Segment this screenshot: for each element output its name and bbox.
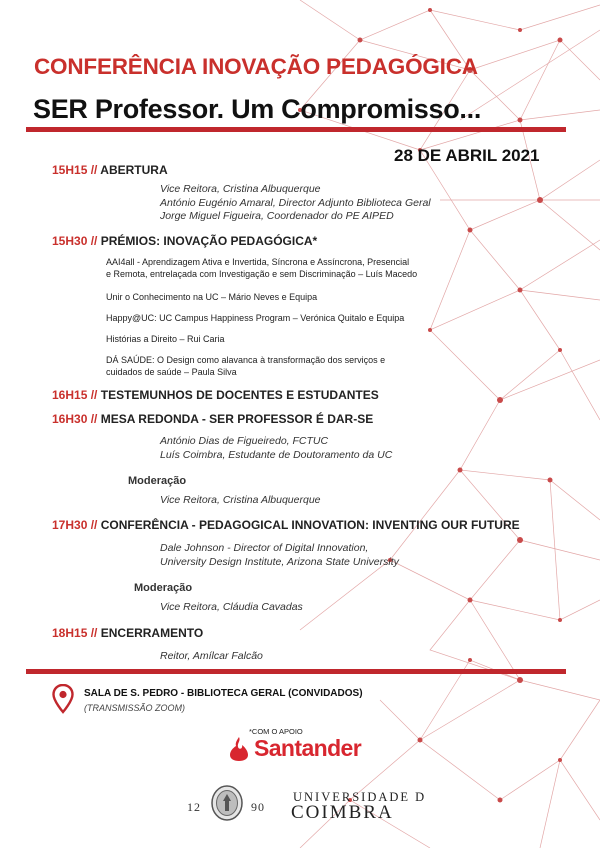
- section-separator: //: [90, 412, 98, 426]
- moderation-label: Moderação: [134, 582, 193, 594]
- section-conferencia: [52, 518, 520, 532]
- award-item: [106, 292, 317, 304]
- main-title: SER Professor. Um Compromisso...: [33, 94, 482, 124]
- award-item: [106, 313, 404, 325]
- location-pin-icon: [52, 684, 74, 714]
- section-separator: //: [90, 388, 98, 402]
- section-testemunhos: [52, 388, 379, 402]
- speaker-line: Jorge Miguel Figueira, Coordenador do PE AIPED: [160, 210, 394, 222]
- speaker-line: António Dias de Figueiredo, FCTUC: [160, 435, 329, 447]
- section-encerramento: [52, 626, 203, 640]
- speaker-list: [160, 435, 392, 462]
- santander-flame-icon: [228, 736, 250, 762]
- speaker-line: University Design Institute, Arizona State University: [160, 555, 399, 568]
- section-time: 16H15: [52, 388, 88, 402]
- award-item: [106, 355, 385, 378]
- event-date: 28 DE ABRIL 2021: [394, 146, 540, 165]
- header-divider: [26, 127, 566, 132]
- section-time: 17H30: [52, 518, 88, 532]
- speaker-line: Dale Johnson - Director of Digital Innovation,: [160, 542, 369, 554]
- moderator: Vice Reitora, Cláudia Cavadas: [160, 601, 303, 613]
- university-seal-icon: [210, 784, 244, 822]
- speaker-line: Luís Coimbra, Estudante de Doutoramento da UC: [160, 448, 393, 461]
- year-left: 12: [187, 800, 201, 814]
- speaker-list: [160, 183, 431, 224]
- speaker-line: Reitor, Amílcar Falcão: [160, 650, 263, 662]
- speaker-line: Vice Reitora, Cristina Albuquerque: [160, 183, 321, 195]
- section-premios: [52, 234, 317, 248]
- speaker-list: [160, 542, 399, 569]
- section-time: 15H15: [52, 163, 88, 177]
- section-separator: //: [90, 626, 98, 640]
- sponsor-logo: Santander: [254, 735, 362, 761]
- award-line: cuidados de saúde – Paula Silva: [106, 366, 237, 377]
- section-title: MESA REDONDA - SER PROFESSOR É DAR-SE: [100, 412, 374, 426]
- award-line: Happy@UC: UC Campus Happiness Program – Verónica Quitalo e Equipa: [106, 313, 405, 323]
- section-separator: //: [90, 163, 98, 177]
- award-line: AAI4all - Aprendizagem Ativa e Invertida, Síncrona e Assíncrona, Presencial: [106, 257, 410, 267]
- section-time: 15H30: [52, 234, 88, 248]
- speaker-line: António Eugénio Amaral, Director Adjunto Biblioteca Geral: [160, 196, 431, 209]
- award-line: e Remota, entrelaçada com Investigação e sem Discriminação – Luís Macedo: [106, 268, 418, 279]
- award-line: Histórias a Direito – Rui Caria: [106, 334, 225, 344]
- footer-divider: [26, 669, 566, 674]
- moderation-label: Moderação: [128, 475, 187, 487]
- moderator: Vice Reitora, Cristina Albuquerque: [160, 494, 321, 506]
- university-name-line2: COIMBRA: [291, 802, 394, 823]
- section-title: TESTEMUNHOS DE DOCENTES E ESTUDANTES: [100, 388, 379, 402]
- year-right: 90: [251, 800, 265, 814]
- venue-note: (TRANSMISSÃO ZOOM): [84, 703, 185, 713]
- section-mesa-redonda: [52, 412, 373, 426]
- section-title: CONFERÊNCIA - PEDAGOGICAL INNOVATION: INVENTING OUR FUTURE: [100, 518, 520, 532]
- section-separator: //: [90, 518, 98, 532]
- support-label: *COM O APOIO: [249, 727, 303, 736]
- award-line: Unir o Conhecimento na UC – Mário Neves e Equipa: [106, 292, 318, 302]
- section-time: 16H30: [52, 412, 88, 426]
- conference-title: CONFERÊNCIA INOVAÇÃO PEDAGÓGICA: [34, 54, 478, 79]
- section-time: 18H15: [52, 626, 88, 640]
- section-abertura: [52, 163, 168, 177]
- section-title: PRÉMIOS: INOVAÇÃO PEDAGÓGICA*: [100, 234, 318, 248]
- section-separator: //: [90, 234, 98, 248]
- section-title: ABERTURA: [100, 163, 168, 177]
- award-item: [106, 257, 417, 280]
- venue: SALA DE S. PEDRO - BIBLIOTECA GERAL (CONVIDADOS): [84, 688, 363, 699]
- section-title: ENCERRAMENTO: [100, 626, 204, 640]
- university-name-line1: UNIVERSIDADE D: [293, 790, 427, 804]
- award-item: [106, 334, 225, 346]
- award-line: DÁ SAÚDE: O Design como alavanca à transformação dos serviços e: [106, 355, 386, 365]
